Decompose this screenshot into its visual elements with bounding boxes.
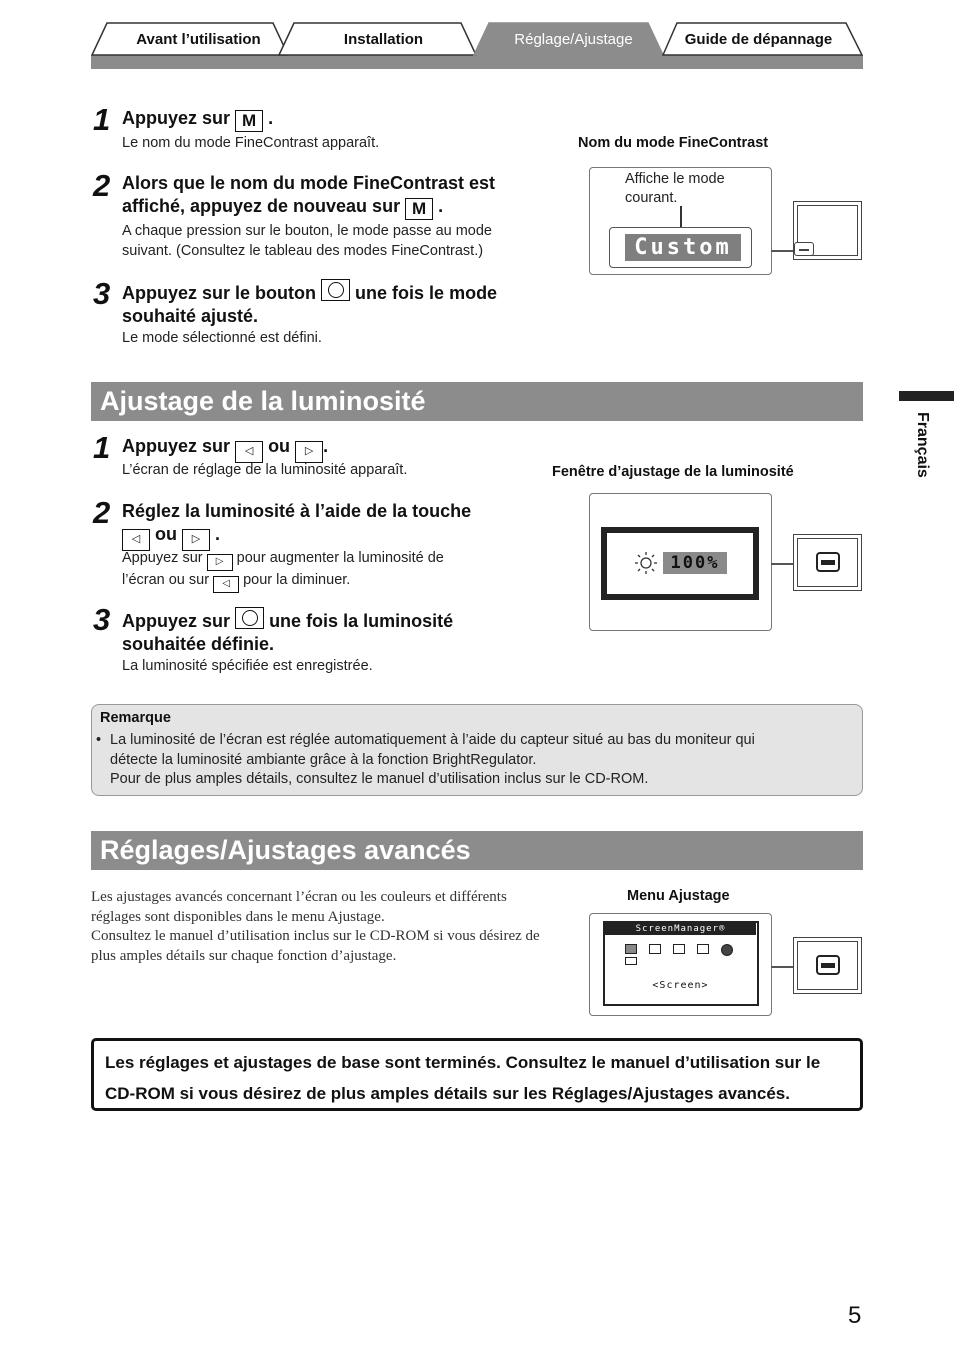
step-title-text: Appuyez sur	[122, 436, 231, 456]
chapter-tabs	[91, 22, 863, 69]
step-title-text: affiché, appuyez de nouveau sur	[122, 196, 401, 216]
remark-bullet: •	[96, 732, 102, 748]
right-key-icon: ▷	[295, 441, 323, 463]
monitor-icon	[793, 937, 862, 994]
remark-body	[110, 731, 755, 790]
step-number: 1	[93, 102, 111, 137]
remark-line: La luminosité de l’écran est réglée automatiquement à l’aide du capteur situé au bas du moniteur qui	[110, 732, 755, 748]
remark-box	[91, 704, 863, 796]
screenmanager-menu	[603, 921, 759, 1006]
step-description: L’écran de réglage de la luminosité apparaît.	[122, 462, 408, 478]
brightness-display	[601, 527, 759, 600]
tab-adjustment[interactable]: Réglage/Ajustage	[514, 31, 633, 48]
paragraph-line: Consultez le manuel d’utilisation inclus sur le CD-ROM si vous désirez de	[91, 928, 540, 944]
step-title-text: ou	[268, 436, 291, 456]
step-title-text: une fois la luminosité	[269, 611, 454, 631]
brightness-window	[589, 493, 772, 631]
others-menu-icon	[697, 944, 709, 954]
enter-key-icon	[235, 607, 264, 629]
figure-caption: Fenêtre d’ajustage de la luminosité	[552, 464, 794, 480]
callout-text	[625, 170, 725, 208]
monitor-icon	[793, 201, 862, 260]
step-description	[122, 222, 492, 261]
left-key-icon: ◁	[235, 441, 263, 463]
mini-window-icon	[816, 552, 840, 572]
step-number: 2	[93, 168, 111, 203]
finecontrast-window	[589, 167, 772, 275]
step-description-line: A chaque pression sur le bouton, le mode passe au mode	[122, 223, 492, 239]
figure-caption: Nom du mode FineContrast	[578, 135, 769, 151]
tab-troubleshooting[interactable]: Guide de dépannage	[684, 31, 833, 48]
paragraph-line: réglages sont disponibles dans le menu Ajustage.	[91, 908, 385, 925]
advanced-paragraph	[91, 888, 540, 966]
remark-title: Remarque	[100, 710, 171, 726]
step-description-text: Appuyez sur	[122, 550, 203, 566]
connector-line	[771, 966, 795, 968]
enter-key-icon	[321, 279, 350, 301]
step-description-text: pour la diminuer.	[243, 572, 351, 588]
callout-line: courant.	[625, 190, 678, 206]
menu-title: ScreenManager®	[605, 923, 756, 935]
step-number: 3	[93, 276, 111, 311]
completion-line: Les réglages et ajustages de base sont terminés. Consultez le manuel d’utilisation sur le	[105, 1053, 821, 1072]
step-title-text: souhaité ajusté.	[122, 306, 259, 326]
mode-key-icon: M	[405, 198, 433, 220]
section-heading: Réglages/Ajustages avancés	[91, 831, 863, 870]
step-number: 2	[93, 495, 111, 530]
callout-leader	[680, 206, 682, 228]
connector-line	[771, 250, 795, 252]
completion-line: CD-ROM si vous désirez de plus amples détails sur les Réglages/Ajustages avancés.	[105, 1084, 790, 1103]
completion-text	[105, 1047, 855, 1109]
step-description: La luminosité spécifiée est enregistrée.	[122, 658, 373, 674]
page-number: 5	[848, 1302, 862, 1329]
step-title-text: Appuyez sur	[122, 108, 231, 128]
step-number: 1	[93, 430, 111, 465]
remark-line: Pour de plus amples détails, consultez le manuel d’utilisation inclus sur le CD-ROM.	[110, 771, 649, 787]
step-description-line: suivant. (Consultez le tableau des modes FineContrast.)	[122, 242, 484, 259]
remark-line: détecte la luminosité ambiante grâce à la fonction BrightRegulator.	[110, 751, 537, 768]
step-title-text: une fois le mode	[355, 283, 498, 303]
step-title-text: Alors que le nom du mode FineContrast est	[122, 173, 496, 193]
step-description: Le nom du mode FineContrast apparaît.	[122, 135, 380, 151]
left-key-icon: ◁	[213, 576, 239, 593]
mode-key-icon: M	[235, 110, 263, 132]
step-title-text: Réglez la luminosité à l’aide de la touche	[122, 501, 472, 521]
step-title-text: ou	[155, 524, 178, 544]
step-title-text: .	[268, 108, 274, 128]
step-description	[122, 549, 444, 593]
language-label	[907, 412, 931, 492]
monitor-icon	[793, 534, 862, 591]
callout-line: Affiche le mode	[625, 171, 725, 187]
mini-window-icon	[794, 242, 814, 256]
step-title-text: Appuyez sur le bouton	[122, 283, 317, 303]
adjustment-menu-window	[589, 913, 772, 1016]
connector-line	[771, 563, 795, 565]
menu-selected-item: <Screen>	[652, 980, 709, 991]
step-title-text: .	[215, 524, 221, 544]
right-key-icon: ▷	[207, 554, 233, 571]
paragraph-line: plus amples détails sur chaque fonction d’ajustage.	[91, 947, 397, 964]
step-title-text: Appuyez sur	[122, 611, 231, 631]
paragraph-line: Les ajustages avancés concernant l’écran ou les couleurs et différents	[91, 889, 507, 905]
step-title-text: .	[438, 196, 444, 216]
step-title	[122, 107, 273, 132]
step-description-text: l’écran ou sur	[122, 572, 210, 588]
screen-menu-icon	[625, 944, 637, 954]
figure-caption: Menu Ajustage	[627, 888, 730, 904]
step-title-text: souhaitée définie.	[122, 634, 275, 654]
right-key-icon: ▷	[182, 529, 210, 551]
information-menu-icon	[721, 944, 733, 956]
language-label-text: Français	[914, 412, 931, 478]
section-heading: Ajustage de la luminosité	[91, 382, 863, 421]
step-title-text: .	[323, 436, 329, 456]
step-title	[122, 279, 497, 328]
sun-icon	[635, 552, 657, 574]
completion-note	[91, 1038, 863, 1111]
step-title	[122, 435, 328, 463]
tab-installation[interactable]: Installation	[343, 31, 424, 48]
step-title	[122, 172, 495, 220]
step-title	[122, 500, 471, 551]
language-tab-marker	[899, 391, 954, 401]
step-description: Le mode sélectionné est défini.	[122, 330, 322, 346]
mode-name-display: Custom	[625, 234, 741, 261]
step-title	[122, 607, 453, 656]
color-menu-icon	[649, 944, 661, 954]
step-number: 3	[93, 602, 111, 637]
tab-before-use[interactable]: Avant l’utilisation	[136, 31, 261, 48]
mode-name-frame	[609, 227, 752, 268]
step-description-text: pour augmenter la luminosité de	[236, 550, 444, 566]
mini-window-icon	[816, 955, 840, 975]
tools-menu-icon	[625, 957, 637, 965]
brightness-value: 100%	[663, 552, 727, 574]
powermanager-menu-icon	[673, 944, 685, 954]
left-key-icon: ◁	[122, 529, 150, 551]
